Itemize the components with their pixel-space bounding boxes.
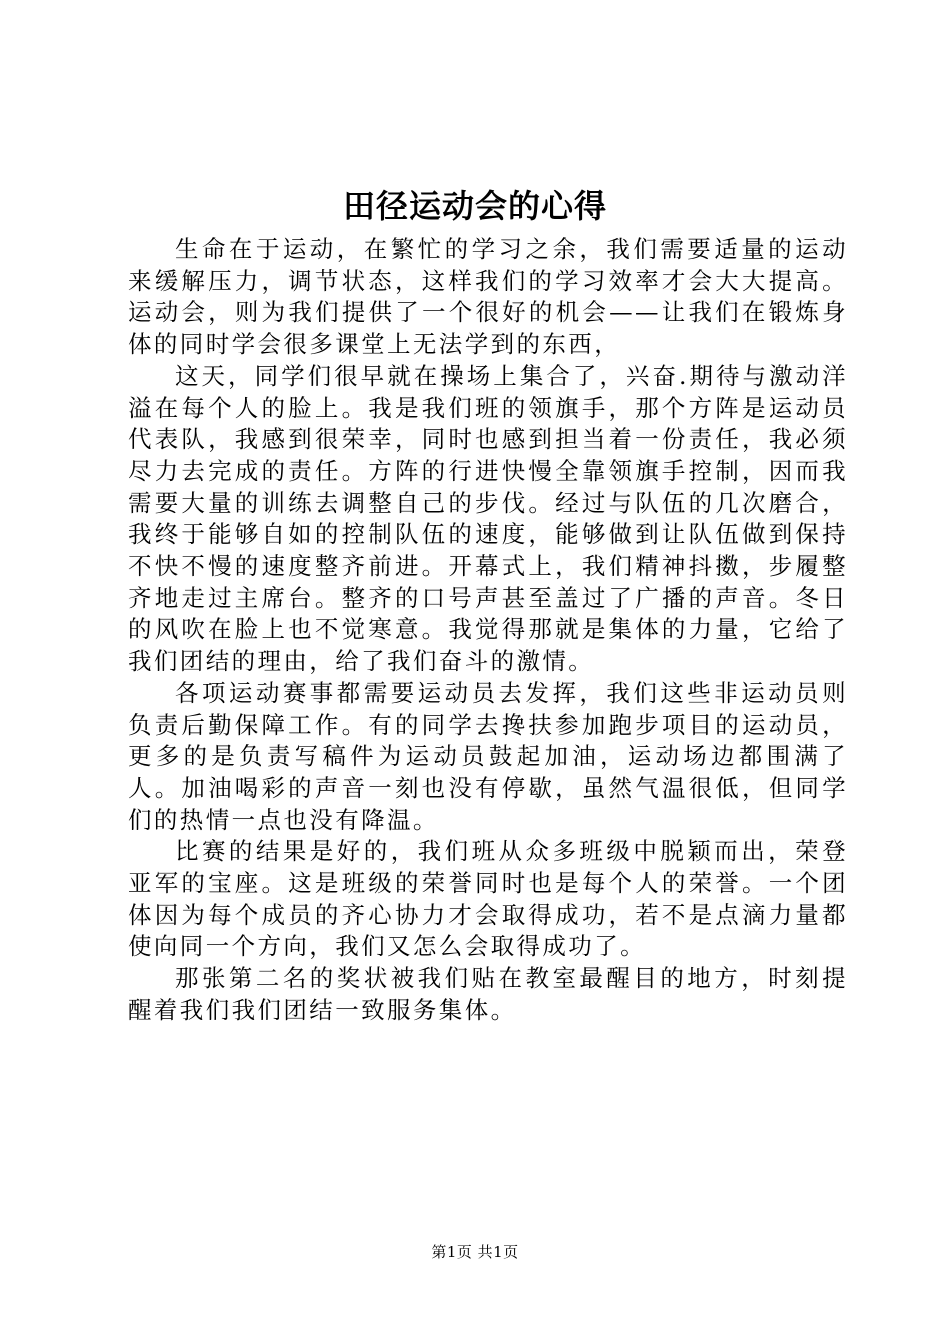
paragraph-1: 生命在于运动，在繁忙的学习之余，我们需要适量的运动来缓解压力，调节状态，这样我们的学习效率才会大大提高。运动会，则为我们提供了一个很好的机会——让我们在锻炼身体的同时学会很多课堂上无法学到的东西， bbox=[128, 235, 848, 359]
paragraph-4: 比赛的结果是好的，我们班从众多班级中脱颖而出，荣登亚军的宝座。这是班级的荣誉同时也是每个人的荣誉。一个团体因为每个成员的齐心协力才会取得成功，若不是点滴力量都使向同一个方向，我们又怎么会取得成功了。 bbox=[128, 837, 848, 961]
document-body bbox=[128, 234, 848, 1027]
document-title: 田径运动会的心得 bbox=[342, 187, 607, 225]
paragraph-2: 这天，同学们很早就在操场上集合了，兴奋.期待与激动洋溢在每个人的脸上。我是我们班的领旗手，那个方阵是运动员代表队，我感到很荣幸，同时也感到担当着一份责任，我必须尽力去完成的责任。方阵的行进快慢全靠领旗手控制，因而我需要大量的训练去调整自己的步伐。经过与队伍的几次磨合，我终于能够自如的控制队伍的速度，能够做到让队伍做到保持不快不慢的速度整齐前进。开幕式上，我们精神抖擞，步履整齐地走过主席台。整齐的口号声甚至盖过了广播的声音。冬日的风吹在脸上也不觉寒意。我觉得那就是集体的力量，它给了我们团结的理由，给了我们奋斗的激情。 bbox=[128, 361, 848, 676]
paragraph-3: 各项运动赛事都需要运动员去发挥，我们这些非运动员则负责后勤保障工作。有的同学去搀扶参加跑步项目的运动员，更多的是负责写稿件为运动员鼓起加油，运动场边都围满了人。加油喝彩的声音一刻也没有停歇，虽然气温很低，但同学们的热情一点也没有降温。 bbox=[128, 678, 848, 834]
page-footer: 第1页 共1页 bbox=[431, 1243, 519, 1261]
paragraph-5: 那张第二名的奖状被我们贴在教室最醒目的地方，时刻提醒着我们我们团结一致服务集体。 bbox=[128, 964, 848, 1024]
